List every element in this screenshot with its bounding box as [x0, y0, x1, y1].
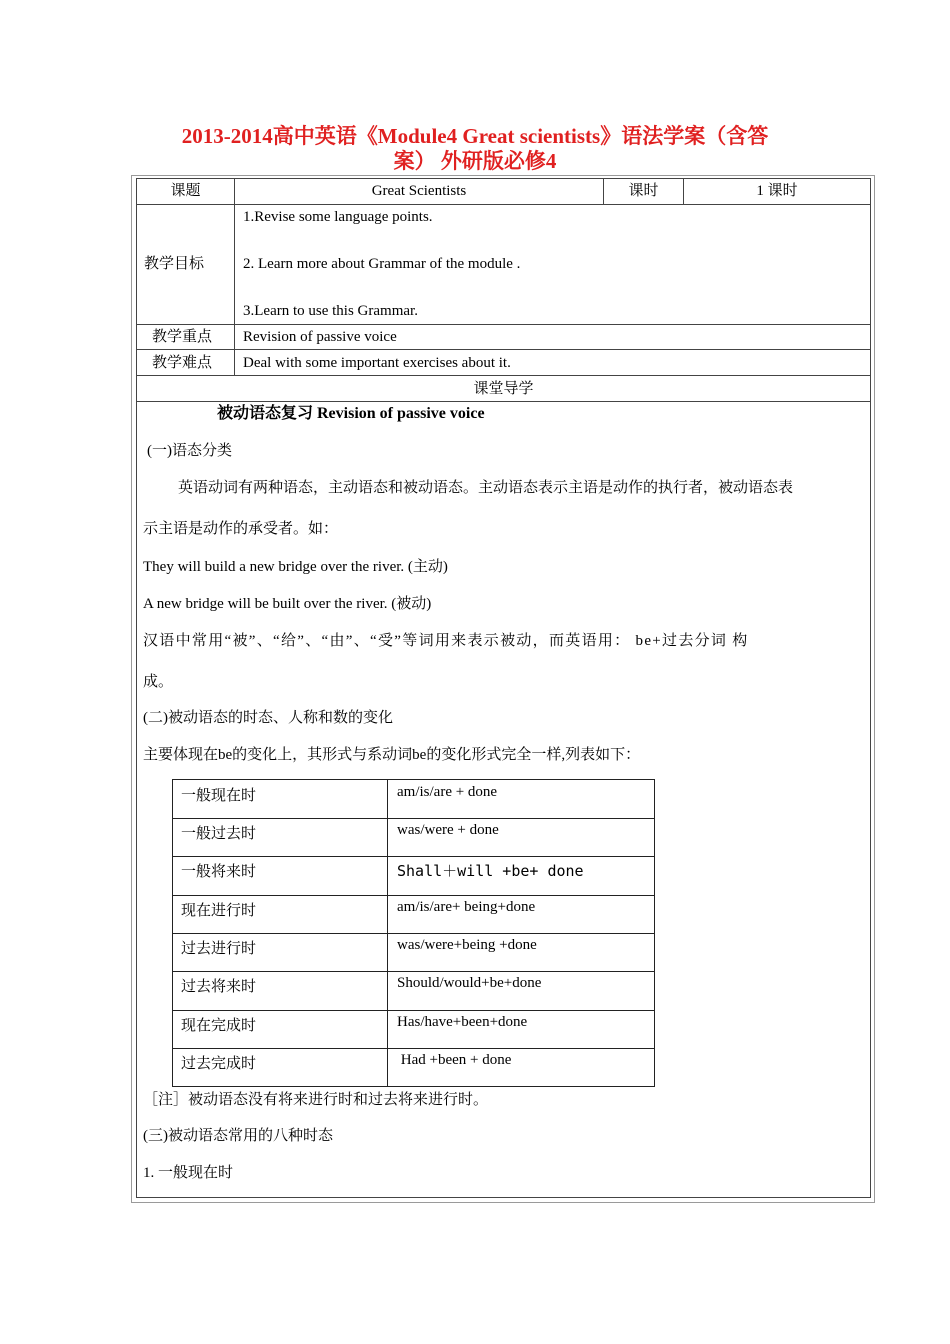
table-row: [173, 933, 654, 971]
topic-value: Great Scientists: [371, 183, 467, 199]
tense-form: Shall＋will +be+ done: [397, 862, 584, 880]
table-row: [173, 780, 654, 818]
grid-line: [870, 178, 871, 1197]
table-row: [173, 895, 654, 933]
table-row: [173, 856, 654, 894]
paragraph-line: 示主语是动作的承受者。如：: [143, 521, 339, 537]
tense-form: am/is/are + done: [397, 784, 498, 800]
document-title-line2: 案） 外研版必修4: [393, 149, 557, 173]
tense-name: 一般现在时: [181, 788, 257, 804]
tense-name: 一般将来时: [181, 864, 257, 880]
table-row: [173, 1010, 654, 1048]
table-row: [173, 1048, 654, 1086]
objectives-label: 教学目标: [144, 256, 205, 272]
section-1-title: (一)语态分类: [147, 443, 232, 459]
paragraph-line: 汉语中常用“被”、“给”、“由”、“受”等词用来表示被动，而英语用： be+过去分词 构: [143, 633, 749, 649]
tense-form: Has/have+been+done: [397, 1014, 528, 1030]
section-header: 课堂导学: [473, 381, 534, 397]
tense-form: was/were+being +done: [397, 937, 537, 953]
topic-label: 课题: [170, 183, 201, 199]
difficulty-label: 教学难点: [152, 355, 213, 371]
period-label: 课时: [628, 183, 659, 199]
tense-name: 一般过去时: [181, 826, 257, 842]
tense-form: am/is/are+ being+done: [397, 899, 536, 915]
tense-name: 现在进行时: [181, 903, 257, 919]
key-point-label: 教学重点: [152, 329, 213, 345]
grid-line: [234, 178, 235, 375]
key-point-value: Revision of passive voice: [243, 329, 397, 345]
tense-form: was/were + done: [397, 822, 499, 838]
tense-form: Had +been + done: [397, 1052, 512, 1068]
section-2-intro: 主要体现在be的变化上，其形式与系动词be的变化形式完全一样,列表如下：: [143, 747, 641, 763]
table-row: [173, 971, 654, 1009]
example-passive: A new bridge will be built over the river. (被动): [143, 596, 432, 612]
document-title-line1: 2013-2014高中英语《Module4 Great scientists》语法学案（含答: [181, 124, 769, 148]
tense-name: 过去将来时: [181, 979, 257, 995]
objective-item: 3.Learn to use this Grammar.: [243, 303, 418, 319]
tense-name: 过去进行时: [181, 941, 257, 957]
paragraph-line: 英语动词有两种语态，主动语态和被动语态。主动语态表示主语是动作的执行者，被动语态表: [178, 480, 794, 496]
tense-name: 现在完成时: [181, 1018, 257, 1034]
grid-line: [136, 1197, 871, 1198]
grid-line: [136, 204, 871, 205]
content-heading: 被动语态复习 Revision of passive voice: [217, 405, 485, 422]
grid-line: [136, 375, 871, 376]
grid-line: [136, 178, 871, 179]
section-3-item: 1. 一般现在时: [143, 1165, 234, 1181]
grid-line: [136, 178, 137, 1197]
grid-line: [136, 401, 871, 402]
section-3-title: (三)被动语态常用的八种时态: [143, 1128, 333, 1144]
note: ［注］被动语态没有将来进行时和过去将来进行时。: [143, 1092, 489, 1108]
table-row: [173, 818, 654, 856]
difficulty-value: Deal with some important exercises about it.: [243, 355, 511, 371]
tense-form: Should/would+be+done: [397, 975, 542, 991]
objective-item: 1.Revise some language points.: [243, 209, 433, 225]
objective-item: 2. Learn more about Grammar of the module .: [243, 256, 521, 272]
grid-line: [136, 324, 871, 325]
grid-line: [136, 349, 871, 350]
section-2-title: (二)被动语态的时态、人称和数的变化: [143, 710, 393, 726]
tense-table: [172, 779, 655, 1087]
example-active: They will build a new bridge over the river. (主动): [143, 559, 448, 575]
tense-name: 过去完成时: [181, 1056, 257, 1072]
period-value: 1 课时: [756, 183, 798, 199]
paragraph-line: 成。: [143, 674, 174, 690]
